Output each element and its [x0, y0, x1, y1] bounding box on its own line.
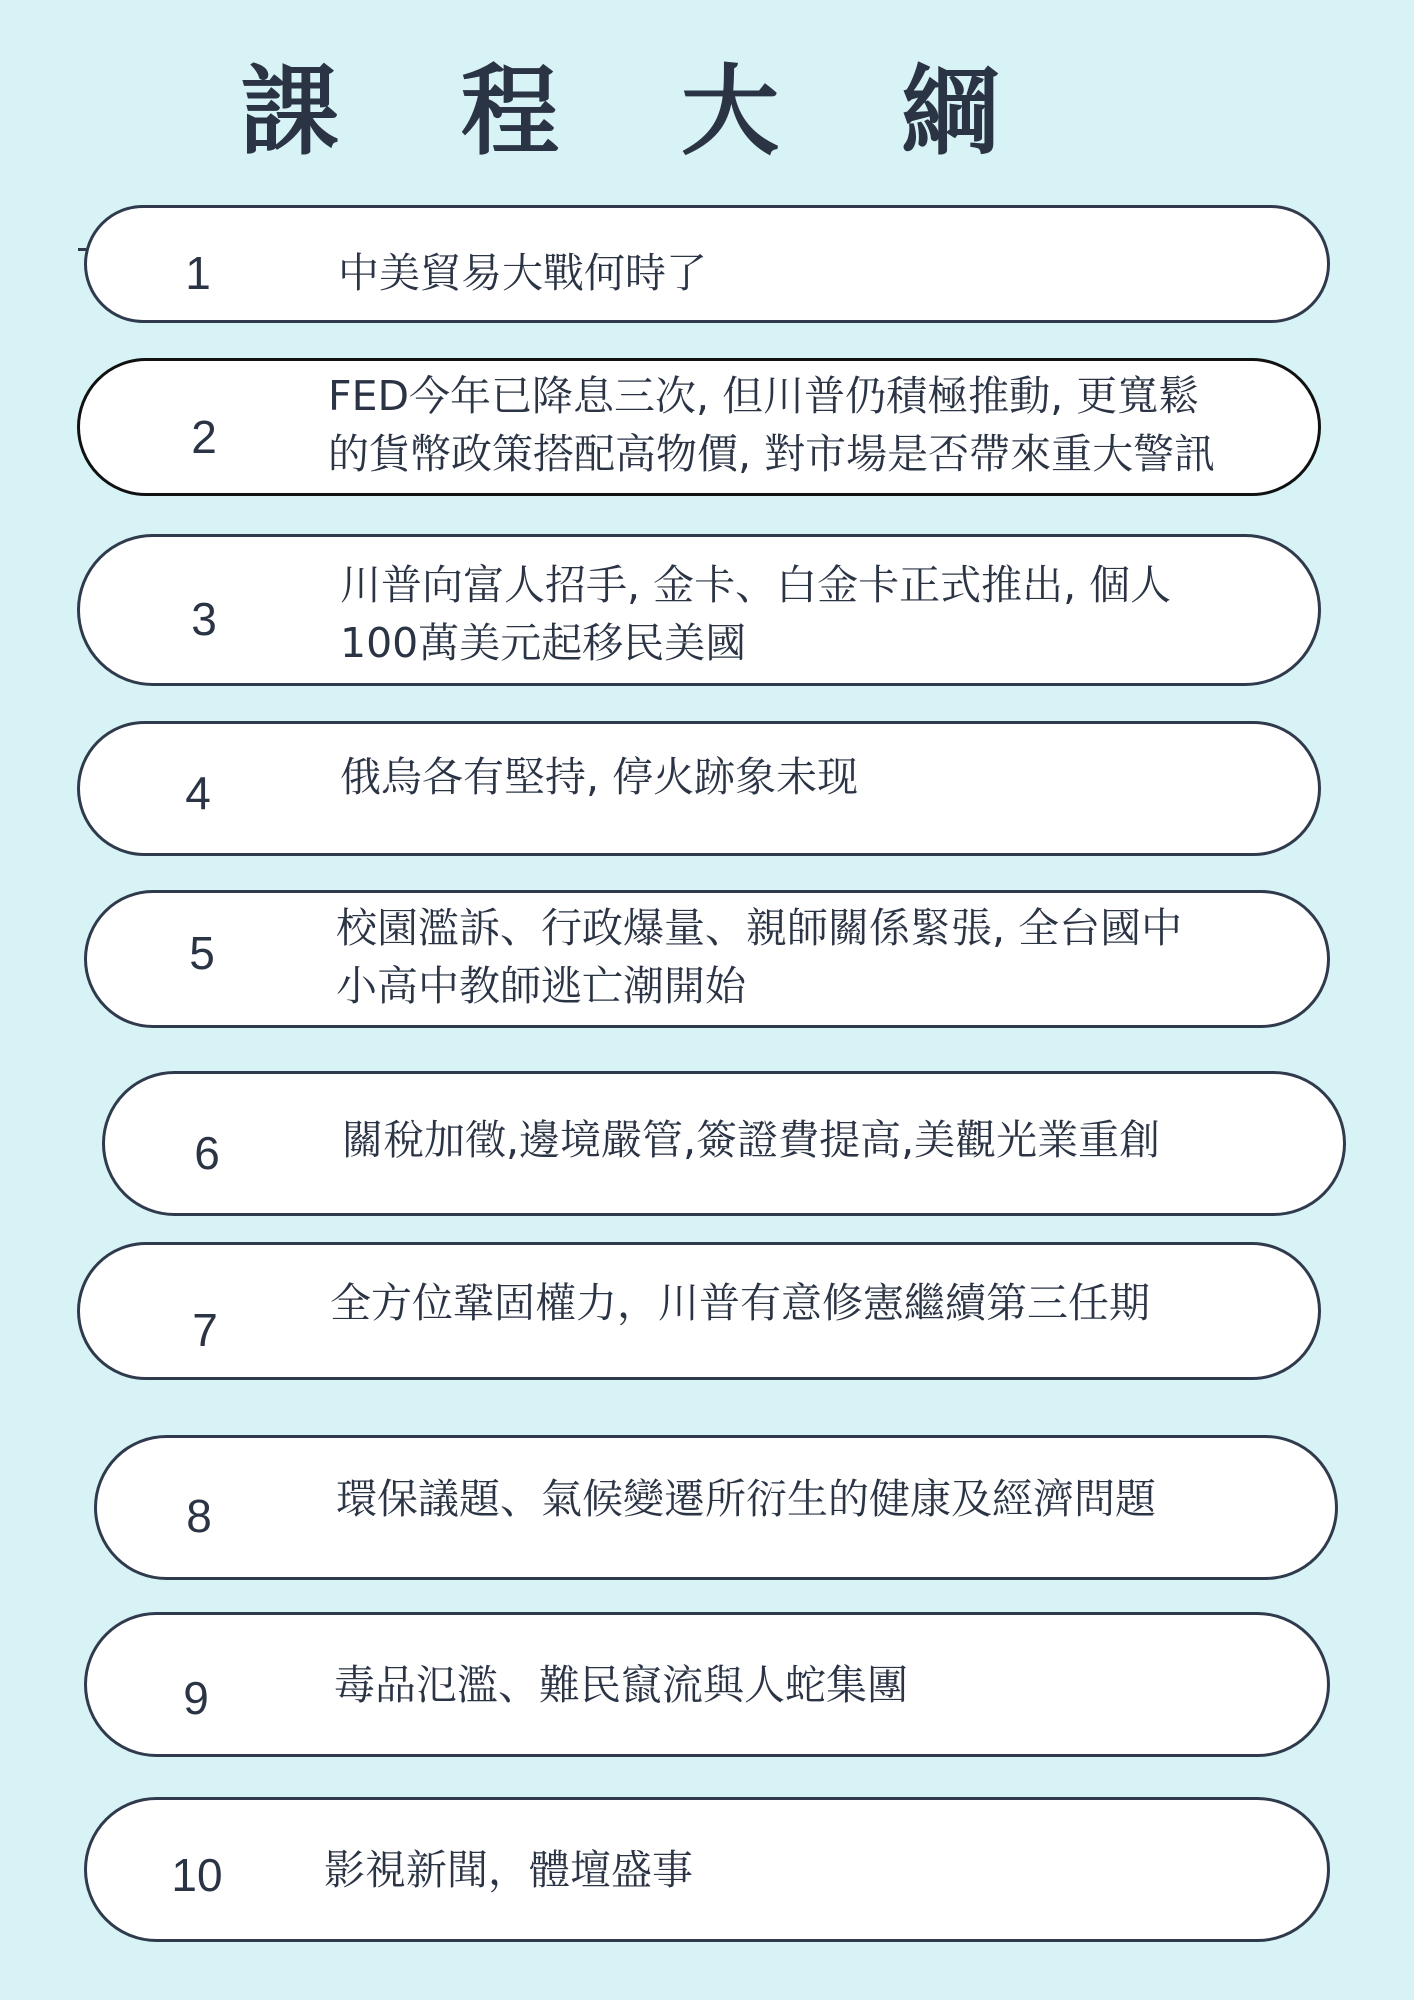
item-text	[336, 1470, 1156, 1528]
item-number: 9	[183, 1672, 209, 1724]
item-text	[328, 367, 1215, 483]
item-text	[334, 1656, 908, 1714]
item-number: 2	[191, 411, 217, 463]
item-text-line: 100萬美元起移民美國	[340, 619, 747, 667]
item-text-line: 影視新聞，體壇盛事	[324, 1846, 693, 1894]
item-text	[324, 1841, 693, 1899]
page-title: 課 程 大 綱	[240, 55, 1044, 169]
item-number: 7	[192, 1304, 218, 1356]
item-number: 10	[171, 1849, 223, 1901]
item-text	[330, 1274, 1150, 1332]
item-text-line: 環保議題、氣候變遷所衍生的健康及經濟問題	[336, 1475, 1156, 1523]
item-text	[340, 748, 858, 806]
item-text-line: 毒品氾濫、難民竄流與人蛇集團	[334, 1661, 908, 1709]
item-text-line: 的貨幣政策搭配高物價, 對市場是否帶來重大警訊	[328, 430, 1216, 478]
outline-item-10	[84, 1797, 1330, 1942]
item-number: 3	[191, 593, 217, 645]
item-text	[338, 244, 707, 302]
item-number: 8	[186, 1490, 212, 1542]
item-text-line: 全方位鞏固權力，川普有意修憲繼續第三任期	[330, 1279, 1150, 1327]
item-text-line: 俄烏各有堅持, 停火跡象未现	[340, 753, 859, 801]
item-text-line: 關稅加徵,邊境嚴管,簽證費提高,美觀光業重創	[342, 1116, 1161, 1164]
item-text-line: 校園濫訴、行政爆量、親師關係緊張, 全台國中	[336, 904, 1183, 952]
item-number: 5	[189, 927, 215, 979]
outline-item-1	[84, 205, 1330, 323]
item-number: 1	[185, 247, 211, 299]
item-text	[340, 556, 1171, 672]
item-text-line: 川普向富人招手, 金卡、白金卡正式推出, 個人	[340, 561, 1172, 609]
item-text-line: FED今年已降息三次, 但川普仍積極推動, 更寬鬆	[328, 372, 1200, 420]
item-text	[342, 1111, 1160, 1169]
item-number: 4	[185, 767, 211, 819]
item-text-line: 中美貿易大戰何時了	[338, 249, 707, 297]
item-text-line: 小高中教師逃亡潮開始	[336, 962, 746, 1010]
item-number: 6	[194, 1127, 220, 1179]
item-text	[336, 899, 1182, 1015]
